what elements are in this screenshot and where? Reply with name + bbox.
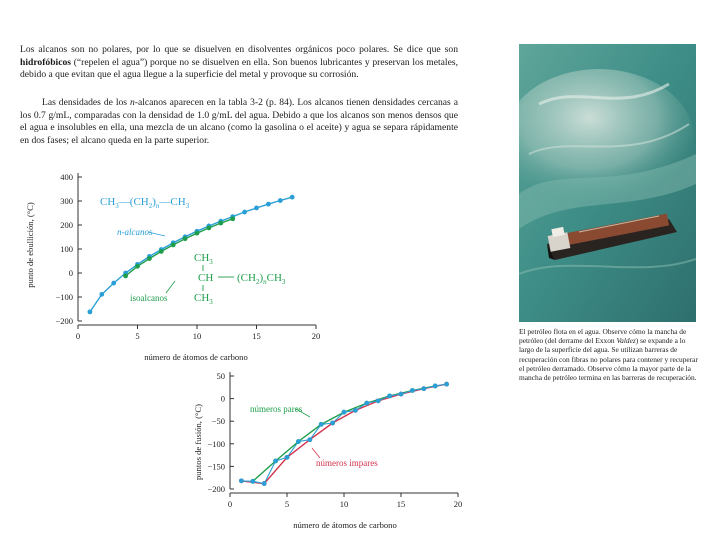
- c2-xtick-label: 5: [284, 499, 290, 509]
- c2-ytick-label: −200: [207, 484, 225, 494]
- c2-point-cyan: [410, 388, 415, 393]
- c1-ytick-label: 300: [60, 196, 73, 206]
- fi-tail-ch: CH: [266, 272, 282, 284]
- c1-ytick-label: −100: [55, 292, 73, 302]
- c1-point-green: [171, 243, 176, 248]
- c2-point-cyan: [239, 478, 244, 483]
- c2-point-cyan: [342, 410, 347, 415]
- c2-point-cyan: [376, 398, 381, 403]
- paragraph-densities: [20, 97, 458, 147]
- label-numeros-impares: números impares: [316, 458, 378, 468]
- c2-xtick-label: 0: [227, 499, 233, 509]
- label-n-alcanos-text: n-alcanos: [117, 227, 153, 237]
- c2-ytick-label: −50: [211, 416, 225, 427]
- c1-point-green: [147, 256, 152, 261]
- fi-sub3-bot: 3: [209, 298, 213, 306]
- c2-ytick-label: 50: [216, 371, 225, 381]
- formula-n-alkane: [100, 196, 190, 210]
- c1-xtick-label: 20: [311, 331, 321, 341]
- c1-point-green: [230, 216, 235, 221]
- c2-point-cyan: [387, 393, 392, 398]
- c2-point-cyan: [285, 455, 290, 460]
- c2-ytick-label: −150: [207, 461, 225, 472]
- fn-ch2: (CH: [129, 196, 149, 208]
- chart2-axes: [207, 371, 462, 509]
- chart2-lines: [241, 384, 446, 484]
- fi-tail-sub3: 3: [281, 278, 286, 286]
- p2-text-a: Las densidades de los: [42, 97, 130, 108]
- photo-caption: [519, 327, 699, 382]
- caption-italic-valdez: Valdez: [616, 336, 636, 346]
- label-numeros-pares: números pares: [250, 404, 303, 414]
- boiling-point-chart: [18, 165, 348, 365]
- fi-ch3-top: CH: [194, 252, 210, 264]
- p2-text-b: -alcanos aparecen en la tabla 3-2 (p. 84). Los alcanos tienen densidades cercanas a los 0.7 g/mL, comparadas con la densidad de 1.0 g/mL del agua. Debido a que los alcanos son menos densos que el agua e insolubles en ella, una mezcla de un alcano (como la gasolina o el aceite) y agua se separa rápidamente en dos fases; el alcano queda en la parte superior.: [20, 97, 458, 146]
- c1-point-cyan: [290, 195, 295, 200]
- leader-isoalcanos: [166, 281, 175, 293]
- c2-point-cyan: [330, 421, 335, 426]
- c2-point-cyan: [307, 437, 312, 442]
- formula-isoalkane: [194, 252, 286, 306]
- c1-point-cyan: [111, 281, 116, 286]
- fi-sub2: 2: [255, 278, 260, 286]
- c1-ytick-label: −200: [55, 316, 73, 326]
- c2-point-cyan: [444, 382, 449, 387]
- c2-point-cyan: [364, 401, 369, 406]
- c2-point-cyan: [319, 422, 324, 427]
- leader-impares: [312, 448, 320, 458]
- c2-xtick-label: 20: [453, 499, 463, 509]
- fn-n: n: [155, 202, 160, 210]
- fn-sub3b: 3: [185, 202, 190, 210]
- fn-bond2: —: [159, 196, 171, 208]
- fi-n: n: [263, 278, 267, 286]
- c1-xtick-label: 15: [252, 331, 261, 341]
- p1-text-b: (“repelen el agua”) porque no se disuelven en ella. Son buenos lubricantes y preservan los metales, debido a que evitan que el agua llegue a la superficie del metal y provoque su corrosión.: [20, 56, 458, 81]
- c1-ytick-label: 100: [60, 244, 73, 254]
- c1-xtick-label: 5: [135, 331, 140, 341]
- c2-point-cyan: [421, 386, 426, 391]
- fn-bond1: —: [118, 196, 130, 208]
- fn-paren: ): [152, 196, 156, 208]
- c2-point-cyan: [262, 481, 267, 486]
- svg-text:CH3—(CH2)n—CH3: [100, 196, 190, 210]
- c1-point-cyan: [242, 210, 247, 215]
- c2-point-cyan: [296, 439, 301, 444]
- paragraph-hydrophobic: [20, 44, 458, 82]
- c1-point-green: [218, 221, 223, 226]
- chart1-axes: [55, 172, 320, 341]
- oil-spill-photo: [519, 44, 696, 322]
- label-n-alcanos: [117, 227, 153, 237]
- c1-point-green: [123, 273, 128, 278]
- c2-point-cyan: [399, 392, 404, 397]
- term-hidrofobicos: hidrofóbicos: [20, 56, 71, 68]
- label-isoalcanos: isoalcanos: [130, 293, 168, 303]
- c1-ytick-label: 400: [60, 172, 73, 182]
- c1-ytick-label: 200: [60, 220, 73, 230]
- c1-point-cyan: [254, 206, 259, 211]
- fn-ch3a: CH: [100, 196, 116, 208]
- c2-point-cyan: [250, 479, 255, 484]
- c1-point-green: [195, 231, 200, 236]
- chart2-xlabel: número de átomos de carbono: [293, 520, 397, 530]
- c1-point-green: [207, 225, 212, 230]
- c1-xtick-label: 0: [75, 331, 81, 341]
- c1-point-cyan: [99, 292, 104, 297]
- svg-text:CH: [198, 272, 213, 284]
- fi-ch3-bot: CH: [194, 292, 210, 304]
- c1-point-green: [183, 236, 188, 241]
- c1-point-cyan: [266, 202, 271, 207]
- chart1-points: [88, 195, 295, 315]
- c2-point-cyan: [353, 408, 358, 413]
- fi-ch: CH: [198, 272, 214, 284]
- c1-point-cyan: [278, 198, 283, 203]
- c2-ytick-label: 0: [220, 393, 225, 404]
- p1-text-a: Los alcanos son no polares, por lo que se disuelven en disolventes orgánicos poco polares. Se dice que son: [20, 44, 458, 55]
- c2-xtick-label: 15: [396, 499, 406, 509]
- c1-point-green: [159, 249, 164, 254]
- svg-text:(CH2)nCH3: $(CH_2)_nCH_3$: [237, 272, 286, 286]
- fn-sub2: 2: [148, 202, 153, 210]
- fi-ch2: (CH: [237, 272, 256, 284]
- p2-italic-n: n: [129, 97, 135, 108]
- fn-ch3b: CH: [170, 196, 186, 208]
- chart1-lines: [90, 197, 292, 312]
- c2-point-cyan: [433, 384, 438, 389]
- fn-sub3a: 3: [115, 202, 119, 210]
- c2-point-cyan: [273, 459, 278, 464]
- c2-line-cyan: [241, 384, 446, 484]
- c1-line-cyan: [90, 197, 292, 312]
- c2-xtick-label: 10: [339, 499, 349, 509]
- chart2-ylabel: puntos de fusión, (°C): [193, 403, 203, 481]
- chart1-xlabel: número de átomos de carbono: [144, 352, 248, 362]
- fi-sub3-top: 3: [209, 258, 213, 266]
- melting-point-chart: [188, 366, 478, 534]
- chart1-ylabel: punto de ebullición, (°C): [25, 202, 35, 288]
- c1-point-green: [135, 264, 140, 269]
- c1-ytick-label: 0: [68, 268, 73, 278]
- caption-text-b: ) se expande a lo largo de la superficie del agua. Se utilizan barreras de recuperación con fibras no polares para contener y recuperar el petróleo derramado. Observe cómo la mayor parte de la mancha de petróleo termina en las barreras de recuperación.: [519, 336, 698, 383]
- svg-text:CH3: [194, 292, 213, 306]
- svg-text:CH3: [194, 252, 213, 266]
- c1-point-cyan: [88, 309, 93, 314]
- c2-ytick-label: −100: [207, 438, 225, 449]
- c1-xtick-label: 10: [192, 331, 202, 341]
- caption-text-a: El petróleo flota en el agua. Observe cómo la mancha de petróleo (del derrame del Exxon: [519, 327, 687, 346]
